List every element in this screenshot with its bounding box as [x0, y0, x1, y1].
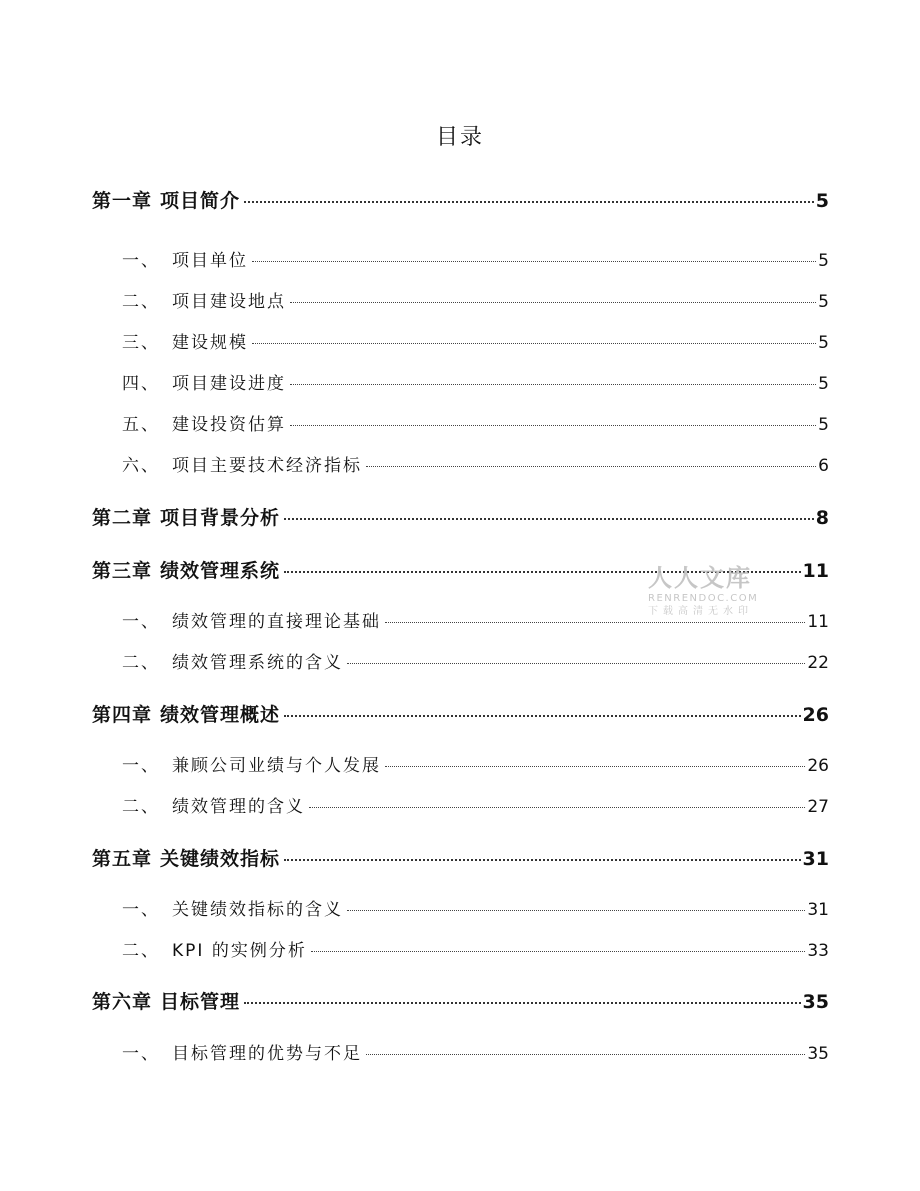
toc-page-number: 8: [815, 507, 829, 529]
toc-entry-label: 项目单位: [172, 251, 248, 271]
toc-entry-number: 五、: [122, 415, 160, 435]
watermark-main-text: 人人文库: [648, 564, 752, 592]
toc-page-number: 22: [807, 653, 829, 673]
toc-entry-number: 一、: [122, 612, 160, 632]
toc-chapter-entry[interactable]: [92, 700, 829, 727]
toc-entry-label: 绩效管理系统的含义: [172, 653, 343, 673]
toc-entry-label: 兼顾公司业绩与个人发展: [172, 756, 381, 776]
toc-entry-number: 三、: [122, 333, 160, 353]
toc-section-entry[interactable]: [92, 410, 829, 435]
toc-section-entry[interactable]: [92, 451, 829, 476]
toc-section-entry[interactable]: [92, 287, 829, 312]
toc-entry-label: 绩效管理的含义: [172, 797, 305, 817]
toc-page-number: 11: [807, 612, 829, 632]
toc-dot-leader: [252, 261, 816, 262]
toc-page-number: 5: [818, 292, 829, 312]
toc-dot-leader: [290, 302, 816, 303]
toc-chapter-entry[interactable]: [92, 844, 829, 871]
toc-entry-label: 项目主要技术经济指标: [172, 456, 362, 476]
toc-entry-label: 目标管理: [160, 991, 241, 1013]
toc-entry-label: 建设规模: [172, 333, 248, 353]
toc-page-number: 27: [807, 797, 829, 817]
toc-dot-leader: [366, 1054, 805, 1055]
toc-entry-number: 第二章: [92, 507, 153, 529]
toc-entry-number: 一、: [122, 756, 160, 776]
toc-dot-leader: [290, 425, 816, 426]
toc-section-entry[interactable]: [92, 895, 829, 920]
toc-entry-label: 项目建设进度: [172, 374, 286, 394]
toc-dot-leader: [284, 715, 801, 717]
toc-entry-number: 一、: [122, 1044, 160, 1064]
toc-section-entry[interactable]: [92, 792, 829, 817]
toc-entry-number: 四、: [122, 374, 160, 394]
toc-entry-label: 项目背景分析: [160, 507, 281, 529]
toc-chapter-entry[interactable]: [92, 186, 829, 213]
watermark-url-text: RENRENDOC.COM: [648, 593, 759, 604]
toc-entry-number: 一、: [122, 900, 160, 920]
toc-chapter-entry[interactable]: [92, 987, 829, 1014]
page-title: 目录: [435, 125, 484, 150]
toc-section-entry[interactable]: [92, 751, 829, 776]
toc-dot-leader: [347, 663, 805, 664]
toc-entry-number: 第五章: [92, 848, 153, 870]
toc-entry-number: 第六章: [92, 991, 153, 1013]
toc-page-number: 26: [807, 756, 829, 776]
toc-entry-label: 绩效管理系统: [160, 560, 281, 582]
toc-section-entry[interactable]: [92, 648, 829, 673]
toc-entry-number: 二、: [122, 292, 160, 312]
toc-dot-leader: [309, 807, 805, 808]
toc-dot-leader: [385, 622, 805, 623]
toc-entry-label: 项目建设地点: [172, 292, 286, 312]
toc-page-number: 5: [818, 374, 829, 394]
toc-entry-number: 二、: [122, 797, 160, 817]
toc-entry-label: 建设投资估算: [172, 415, 286, 435]
toc-entry-number: 第四章: [92, 704, 153, 726]
toc-entry-label: 绩效管理的直接理论基础: [172, 612, 381, 632]
toc-page-number: 31: [807, 900, 829, 920]
toc-dot-leader: [385, 766, 805, 767]
toc-dot-leader: [284, 518, 814, 520]
toc-section-entry[interactable]: [92, 246, 829, 271]
toc-page-number: 35: [807, 1044, 829, 1064]
toc-entry-label: 项目简介: [160, 190, 241, 212]
toc-dot-leader: [244, 1002, 801, 1004]
watermark-sub-text: 下载高清无水印: [648, 606, 753, 617]
toc-section-entry[interactable]: [92, 936, 829, 961]
toc-dot-leader: [311, 951, 806, 952]
toc-entry-label: KPI 的实例分析: [172, 941, 307, 961]
toc-page-number: 26: [802, 704, 829, 726]
toc-chapter-entry[interactable]: [92, 503, 829, 530]
toc-entry-label: 关键绩效指标的含义: [172, 900, 343, 920]
toc-dot-leader: [252, 343, 816, 344]
toc-entry-number: 二、: [122, 653, 160, 673]
toc-page-number: 5: [818, 415, 829, 435]
toc-page-number: 5: [815, 190, 829, 212]
toc-page-number: 35: [802, 991, 829, 1013]
toc-section-entry[interactable]: [92, 1039, 829, 1064]
toc-entry-number: 第一章: [92, 190, 153, 212]
toc-page-number: 31: [802, 848, 829, 870]
toc-entry-number: 六、: [122, 456, 160, 476]
toc-entry-label: 目标管理的优势与不足: [172, 1044, 362, 1064]
toc-page-number: 5: [818, 333, 829, 353]
toc-entry-number: 一、: [122, 251, 160, 271]
toc-page-number: 33: [807, 941, 829, 961]
toc-page-number: 5: [818, 251, 829, 271]
toc-section-entry[interactable]: [92, 328, 829, 353]
toc-dot-leader: [290, 384, 816, 385]
watermark-logo: [648, 564, 778, 618]
toc-dot-leader: [284, 859, 801, 861]
toc-entry-label: 关键绩效指标: [160, 848, 281, 870]
toc-dot-leader: [347, 910, 805, 911]
toc-page-number: 6: [818, 456, 829, 476]
toc-entry-label: 绩效管理概述: [160, 704, 281, 726]
toc-section-entry[interactable]: [92, 369, 829, 394]
toc-dot-leader: [244, 201, 814, 203]
toc-entry-number: 二、: [122, 941, 160, 961]
toc-entry-number: 第三章: [92, 560, 153, 582]
toc-dot-leader: [366, 466, 816, 467]
toc-page-number: 11: [802, 560, 829, 582]
